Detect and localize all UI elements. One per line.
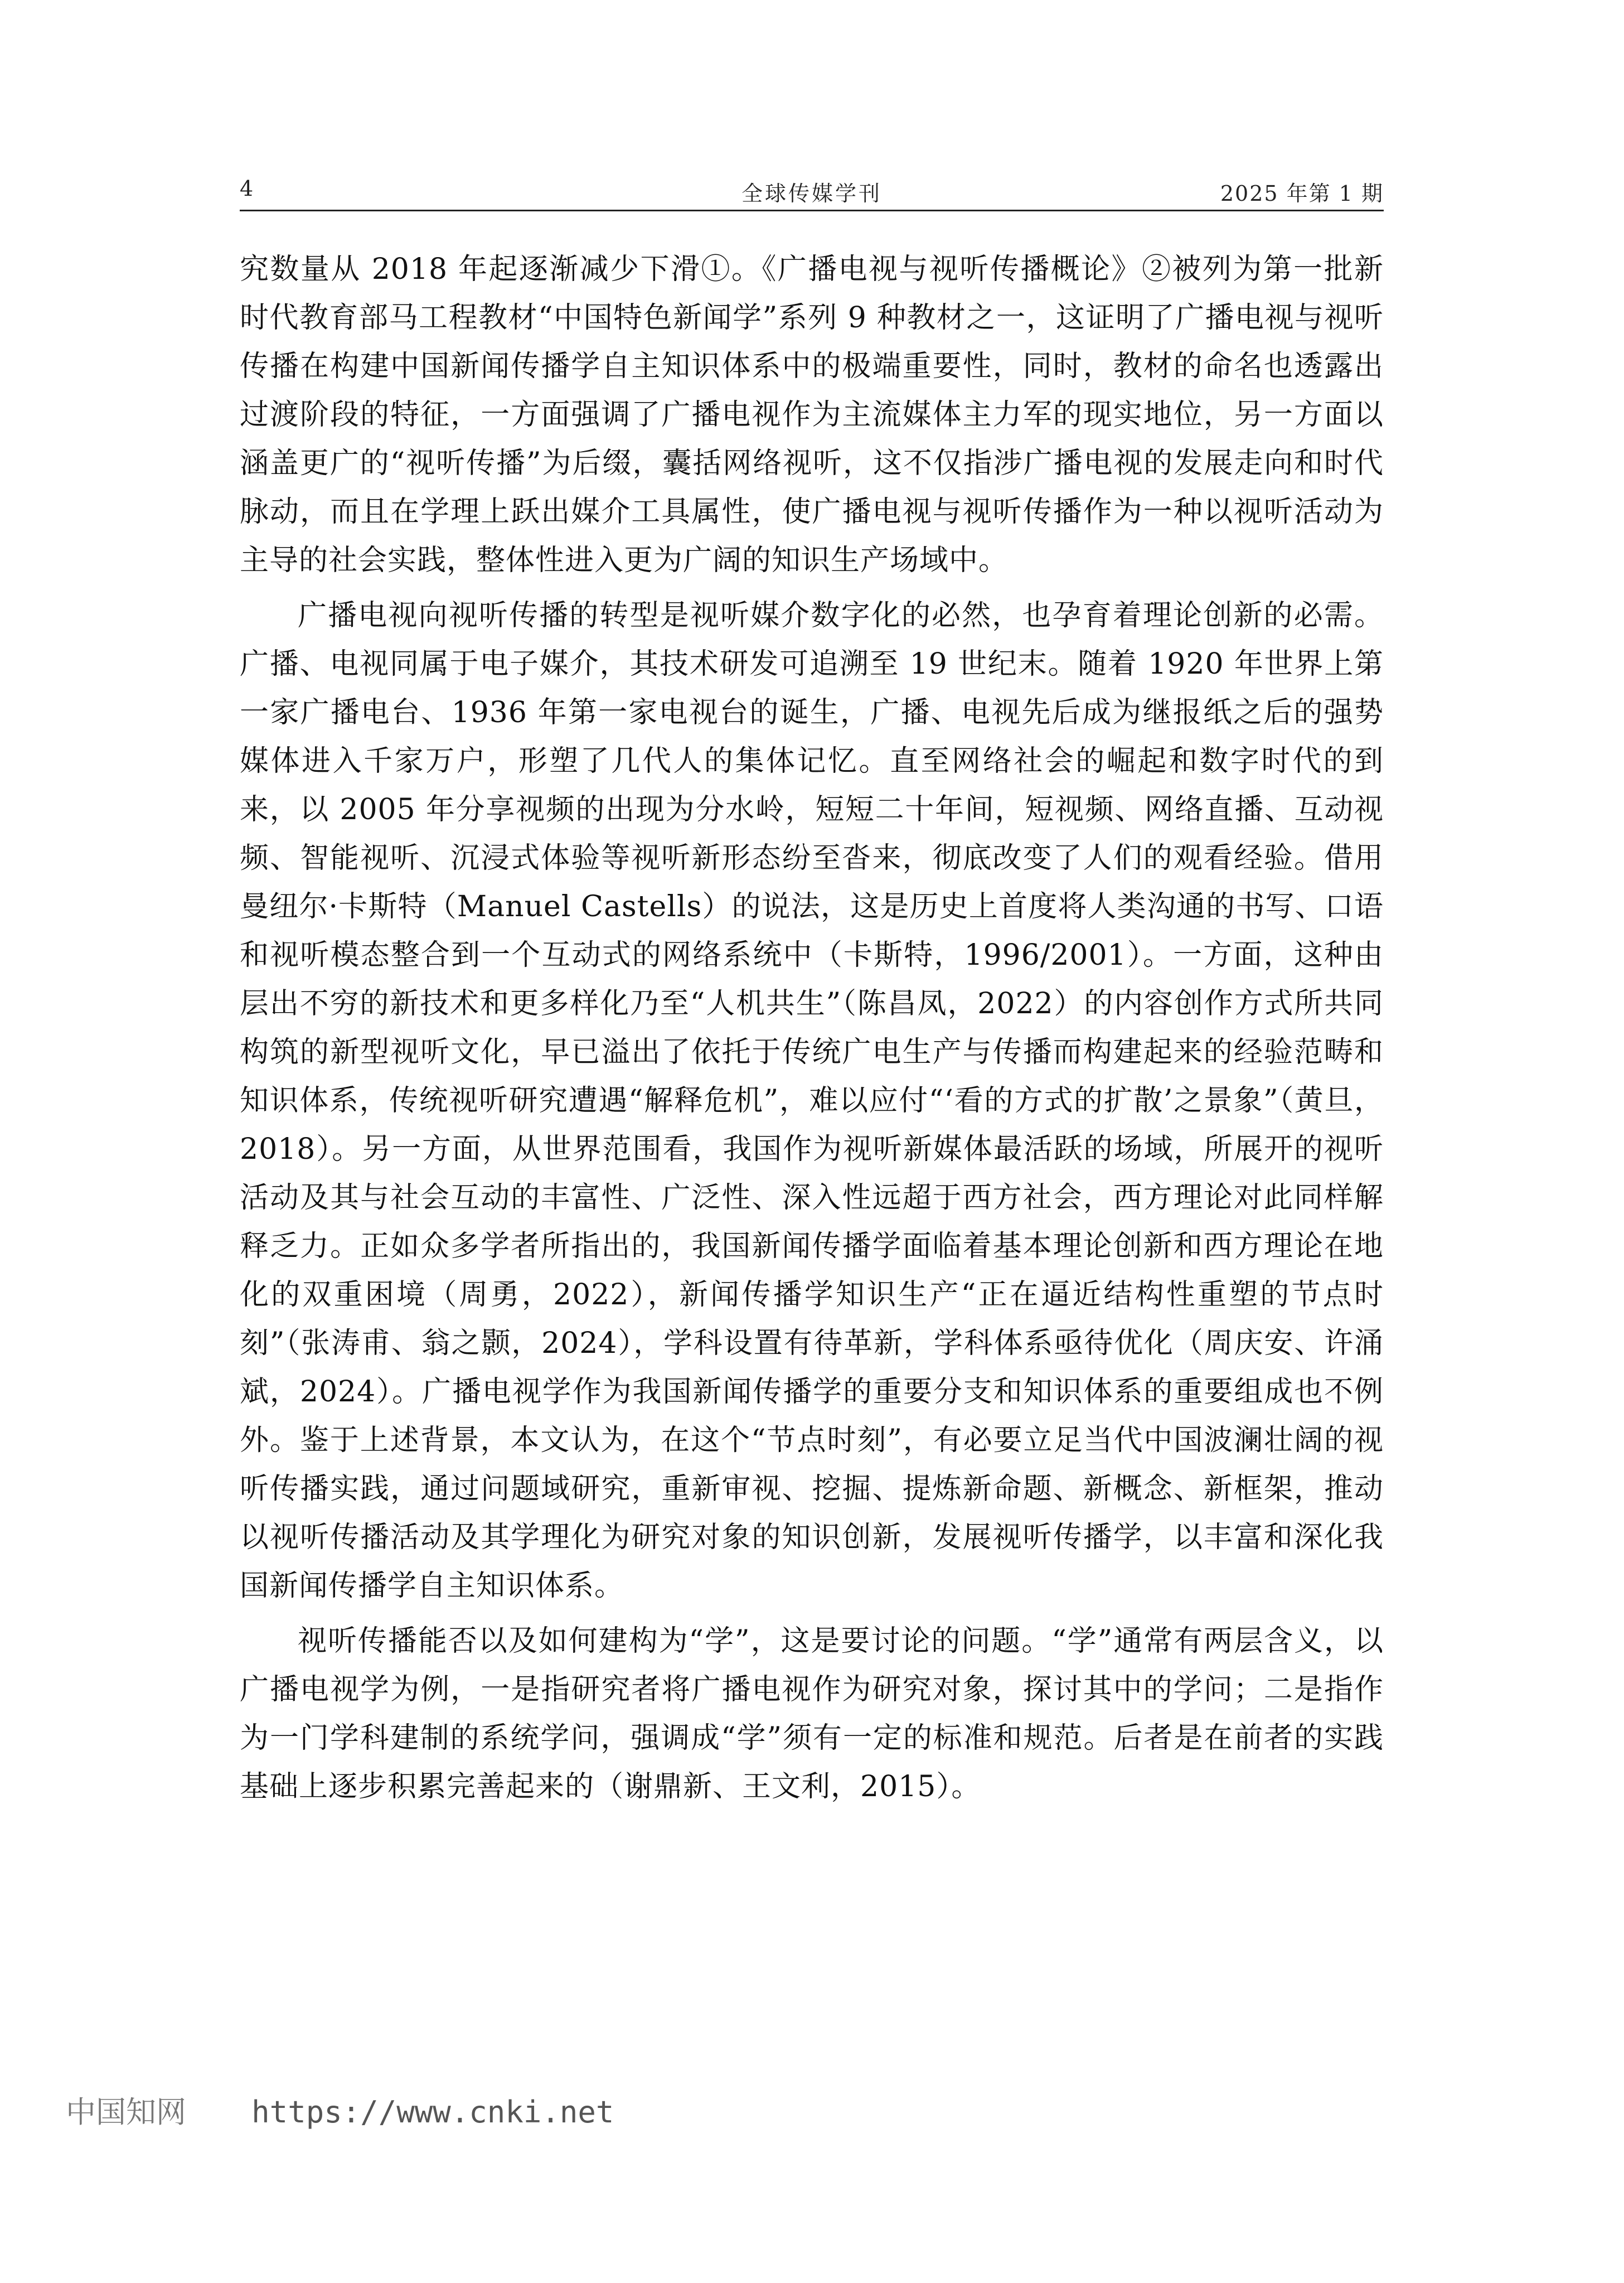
article-body: [240, 245, 1384, 1811]
paragraph-transformation: 广播电视向视听传播的转型是视听媒介数字化的必然，也孕育着理论创新的必需。广播、电视同属于电子媒介，其技术研发可追溯至 19 世纪末。随着 1920 年世界上第一家广播电台、1936 年第一家电视台的诞生，广播、电视先后成为继报纸之后的强势媒体进入千家万户，形塑了几代人的集体记忆。直至网络社会的崛起和数字时代的到来，以 2005 年分享视频的出现为分水岭，短短二十年间，短视频、网络直播、互动视频、智能视听、沉浸式体验等视听新形态纷至沓来，彻底改变了人们的观看经验。借用曼纽尔·卡斯特（Manuel Castells）的说法，这是历史上首度将人类沟通的书写、口语和视听模态整合到一个互动式的网络系统中（卡斯特，1996/2001）。一方面，这种由层出不穷的新技术和更多样化乃至“人机共生”（陈昌凤，2022）的内容创作方式所共同构筑的新型视听文化，早已溢出了依托于传统广电生产与传播而构建起来的经验范畴和知识体系，传统视听研究遭遇“解释危机”，难以应付“‘看的方式的扩散’之景象”（黄旦，2018）。另一方面，从世界范围看，我国作为视听新媒体最活跃的场域，所展开的视听活动及其与社会互动的丰富性、广泛性、深入性远超于西方社会，西方理论对此同样解释乏力。正如众多学者所指出的，我国新闻传播学面临着基本理论创新和西方理论在地化的双重困境（周勇，2022），新闻传播学知识生产“正在逼近结构性重塑的节点时刻”（张涛甫、翁之颢，2024），学科设置有待革新，学科体系亟待优化（周庆安、许涌斌，2024）。广播电视学作为我国新闻传播学的重要分支和知识体系的重要组成也不例外。鉴于上述背景，本文认为，在这个“节点时刻”，有必要立足当代中国波澜壮阔的视听传播实践，通过问题域研究，重新审视、挖掘、提炼新命题、新概念、新框架，推动以视听传播活动及其学理化为研究对象的知识创新，发展视听传播学，以丰富和深化我国新闻传播学自主知识体系。: [240, 599, 1384, 1603]
journal-title: 全球传媒学刊: [741, 181, 882, 206]
header-rule: [240, 210, 1384, 211]
running-header: [240, 176, 1384, 210]
paragraph-continued: 究数量从 2018 年起逐渐减少下滑①。《广播电视与视听传播概论》②被列为第一批新时代教育部马工程教材“中国特色新闻学”系列 9 种教材之一，这证明了广播电视与视听传播在构建中国新闻传播学自主知识体系中的极端重要性，同时，教材的命名也透露出过渡阶段的特征，一方面强调了广播电视作为主流媒体主力军的现实地位，另一方面以涵盖更广的“视听传播”为后缀，囊括网络视听，这不仅指涉广播电视的发展走向和时代脉动，而且在学理上跃出媒介工具属性，使广播电视与视听传播作为一种以视听活动为主导的社会实践，整体性进入更为广阔的知识生产场域中。: [240, 253, 1384, 577]
cnki-url[interactable]: https://www.cnki.net: [251, 2095, 614, 2130]
page-number: 4: [240, 176, 254, 201]
issue-label: 2025 年第 1 期: [1220, 181, 1384, 206]
cnki-brand: 中国知网: [66, 2095, 186, 2130]
watermark-footer: [66, 2088, 614, 2133]
paragraph-discipline: 视听传播能否以及如何建构为“学”，这是要讨论的问题。“学”通常有两层含义，以广播电视学为例，一是指研究者将广播电视作为研究对象，探讨其中的学问；二是指作为一门学科建制的系统学问，强调成“学”须有一定的标准和规范。后者是在前者的实践基础上逐步积累完善起来的（谢鼎新、王文利，2015）。: [240, 1624, 1384, 1803]
